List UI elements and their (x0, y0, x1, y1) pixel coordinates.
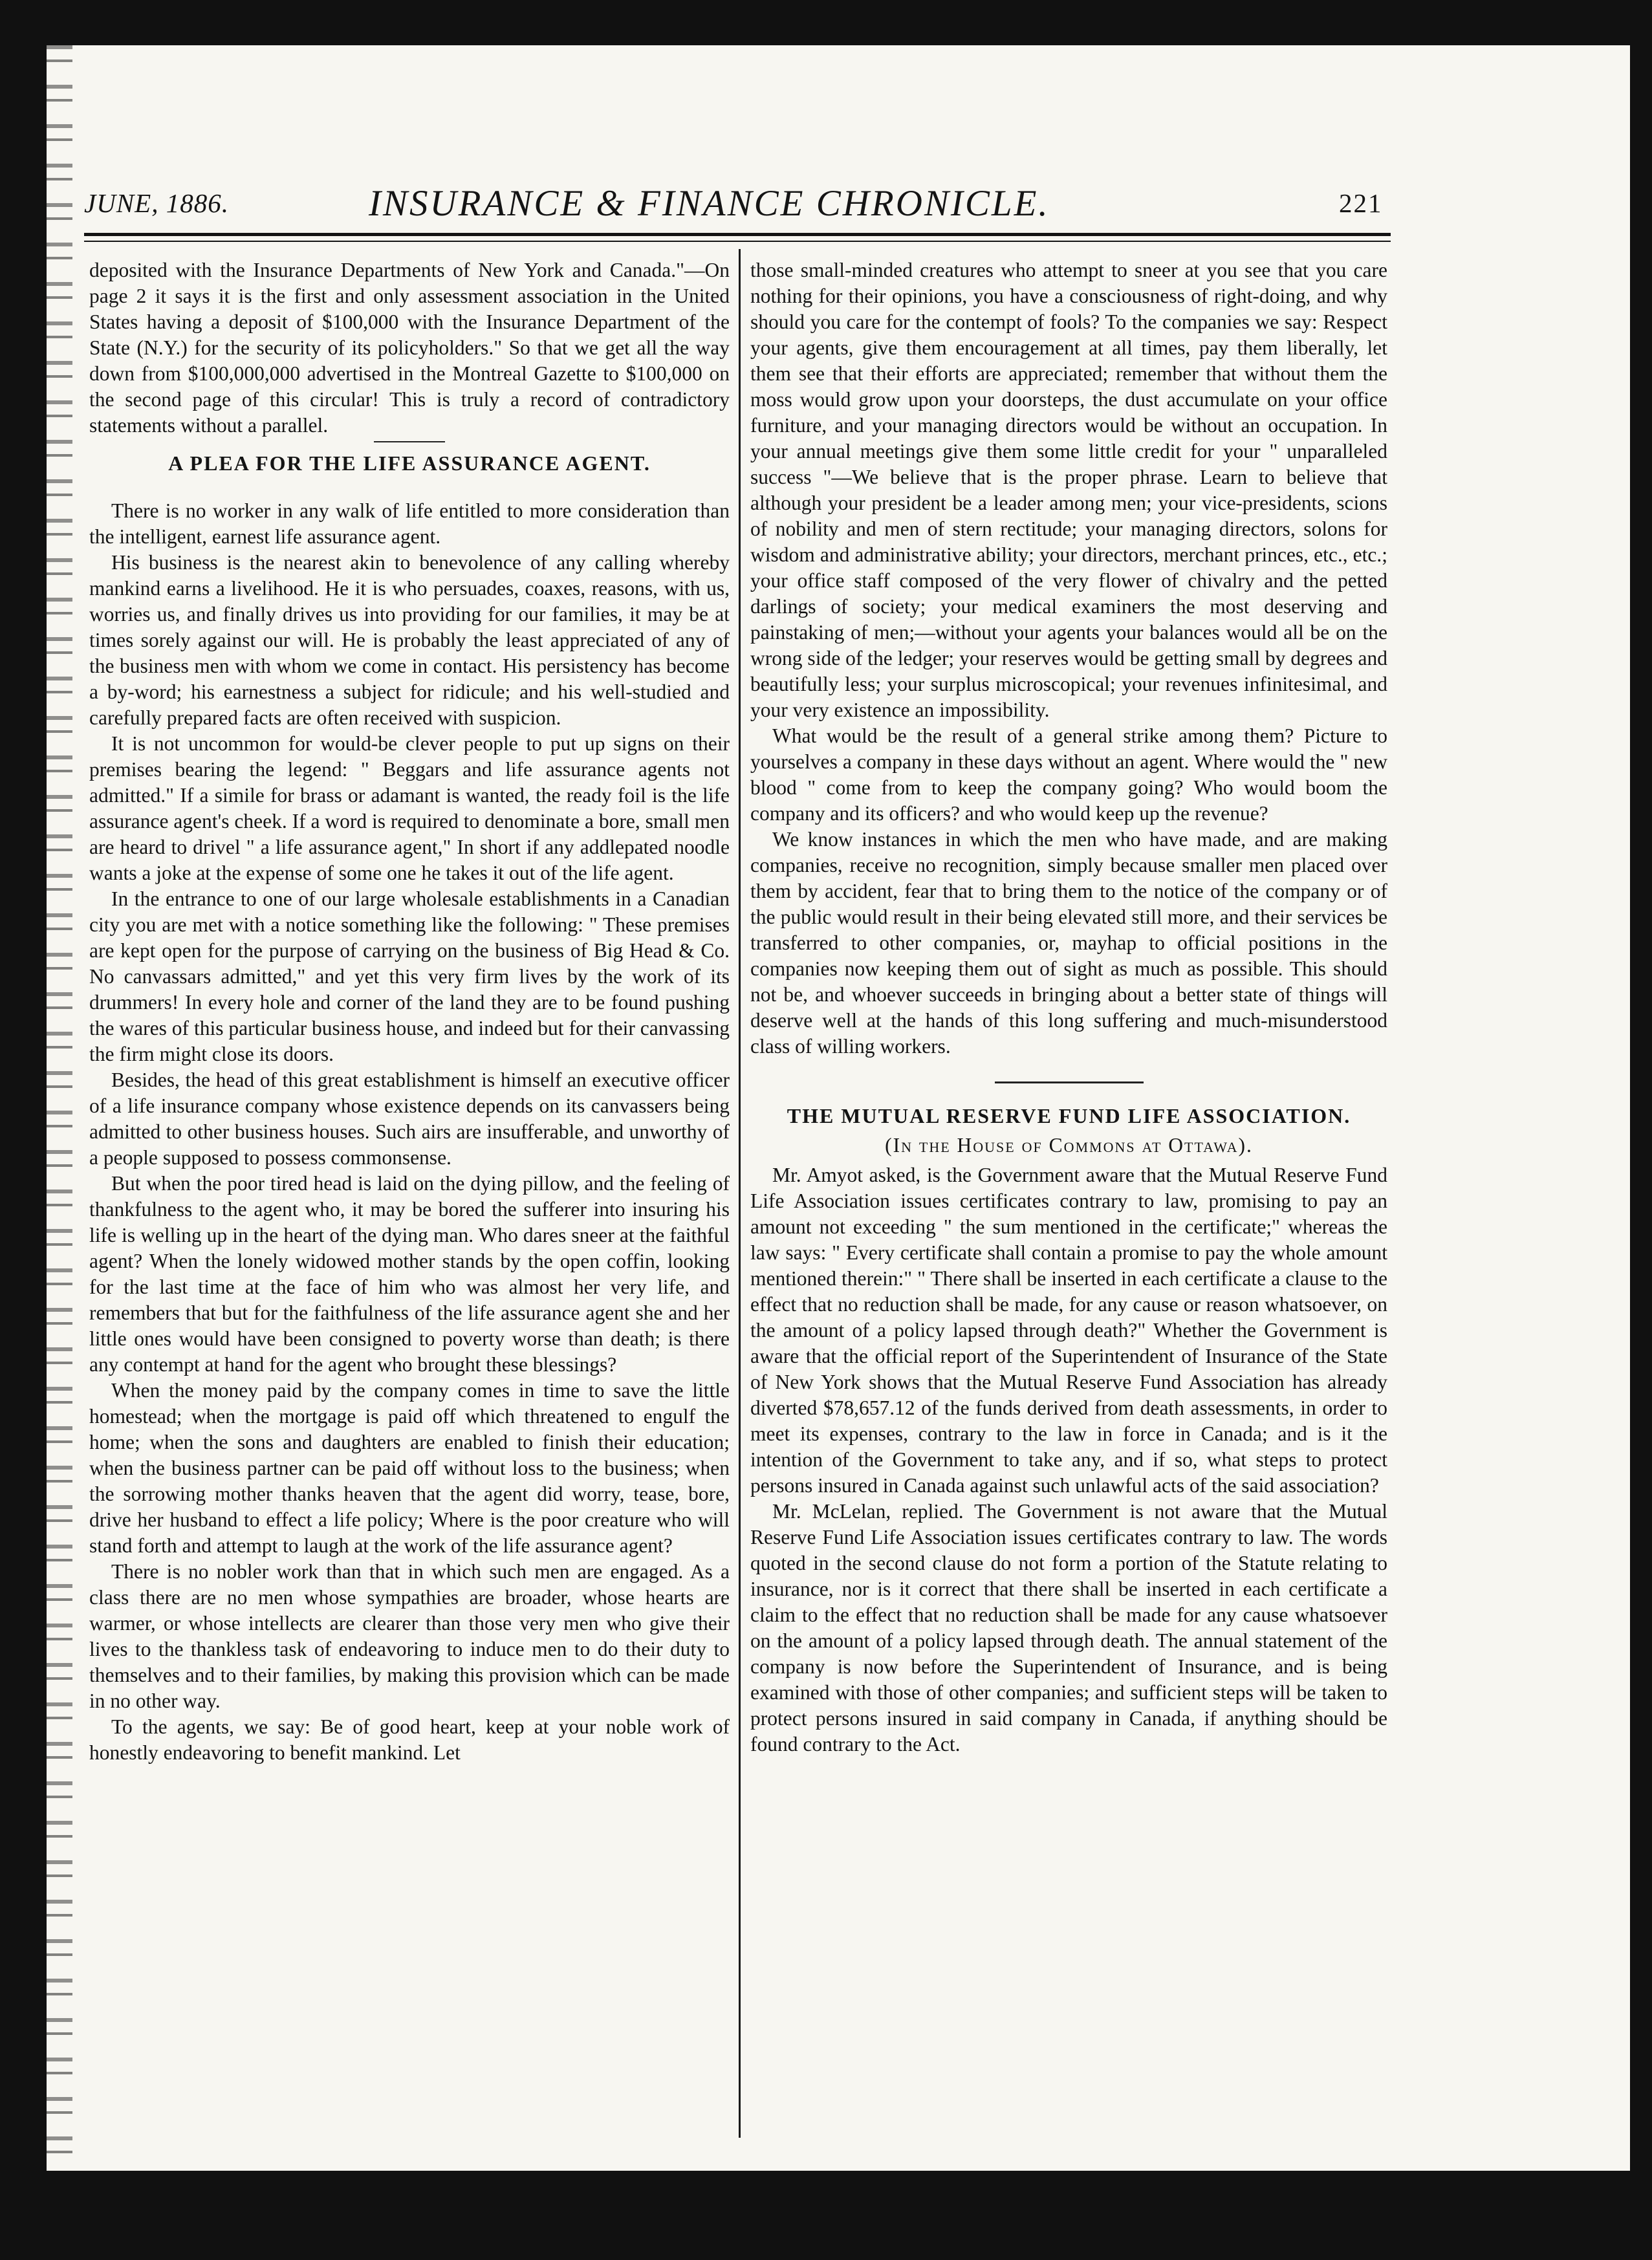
article-paragraph: Mr. McLelan, replied. The Government is not aware that the Mutual Reserve Fund Life Association issues certificates contrary to law. The words quoted in the second clause do not form a portion of the Statute relating to insurance, nor is it correct that there shall be inserted in each certificate a claim to the effect that no reduction shall be made for any cause whatsoever on the amount of a policy lapsed through death. The annual statement of the company is now before the Superintendent of Insurance, and is being examined with those of other companies; and sufficient steps will be taken to protect persons insured in said company in Canada, if anything should be found contrary to the Act. (750, 1500, 1387, 1755)
article-paragraph: Besides, the head of this great establishment is himself an executive officer of a life insurance company whose existence depends on its canvassers being admitted to other business houses. Such airs are insufferable, and unworthy of a people supposed to possess commonsense. (89, 1069, 730, 1169)
header-rule-thin (84, 241, 1391, 242)
scan-border-left (0, 45, 47, 2171)
article-heading: THE MUTUAL RESERVE FUND LIFE ASSOCIATION. (787, 1104, 1351, 1127)
continued-paragraph: those small-minded creatures who attempt to sneer at you see that you care nothing for their opinions, you have a consciousness of right-doing, and why should you care for the contempt of fools? To the companies we say: Respect your agents, give them encouragement at all times, pay them liberally, let them see that their efforts are appreciated; remember that without them the moss would grow upon your doorsteps, the dust accumulate on your office furniture, and your managing directors would be without an occupation. In your annual meetings give them some little credit for your " unparalleled success "—We believe that is the proper phrase. Learn to believe that although your president be a leader among men; your vice-presidents, scions of nobility and men of stern rectitude; your managing directors, solons for wisdom and administrative ability; your directors, merchant princes, etc., etc.; your office staff composed of the very flower of chivalry and the petted darlings of society; your medical examiners the most deserving and painstaking of men;—without your agents your balances would all be on the wrong side of the ledger; your reserves would be getting small by degrees and beautifully less; your surplus microscopical; your revenues infinitesimal, and your very existence an impossibility. (750, 259, 1387, 721)
page-number: 221 (1339, 188, 1383, 218)
article-paragraph: There is no nobler work than that in which such men are engaged. As a class there are no men whose sympathies are broader, whose hearts are warmer, or whose intellects are clearer than those very men who give their lives to the thankless task of endeavoring to induce men to do their duty to themselves and to their families, by making this provision which can be made in no other way. (89, 1560, 730, 1712)
article-paragraph: There is no worker in any walk of life entitled to more consideration than the intelligent, earnest life assurance agent. (89, 499, 730, 548)
header-rule (84, 233, 1391, 236)
publication-title: INSURANCE & FINANCE CHRONICLE. (369, 183, 1050, 224)
column-divider (739, 249, 741, 2138)
article-paragraph: When the money paid by the company comes in time to save the little homestead; when the mortgage is paid off which threatened to engulf the home; when the sons and daughters are enabled to finish their education; when the business partner can be paid off without loss to the business; when the sorrowing mother thanks heaven that the agent did worry, tease, bore, drive her husband to effect a life policy; Where is the poor creature who will stand forth and attempt to laugh at the work of the life assurance agent? (89, 1379, 730, 1557)
section-divider (374, 441, 445, 442)
article-paragraph: To the agents, we say: Be of good heart, keep at your noble work of honestly endeavoring to benefit mankind. Let (89, 1715, 730, 1764)
scan-border-top (0, 0, 1652, 45)
scan-border-right (1630, 45, 1652, 2171)
article-paragraph: But when the poor tired head is laid on the dying pillow, and the feeling of thankfulness to the agent who, it may be bored the sufferer into insuring his life is welling up in the heart of the dying man. Who dares sneer at the faithful agent? When the lonely widowed mother stands by the open coffin, looking for the last time at the face of him who was almost her very life, and remembers that but for the faithfulness of the life assurance agent she and her little ones would have been consigned to poverty worse than death; is there any contempt at hand for the agent who brought these blessings? (89, 1172, 730, 1376)
article-paragraph: Mr. Amyot asked, is the Government aware that the Mutual Reserve Fund Life Association issues certificates contrary to law, promising to pay an amount not exceeding " the sum mentioned in the certificate;" whereas the law says: " Every certificate shall contain a promise to pay the whole amount mentioned therein:" " There shall be inserted in each certificate a clause to the effect that no reduction shall be made, for any cause or reason whatsoever, on the amount of a policy lapsed through death?" Whether the Government is aware that the official report of the Superintendent of Insurance of the State of New York shows that the Mutual Reserve Fund Association has already diverted $78,657.12 of the funds derived from death assessments, in order to meet its expenses, contrary to the law in force in Canada; and is it the intention of the Government to take any, and if so, what steps to protect persons insured in Canada against such unlawful acts of the said association? (750, 1164, 1387, 1497)
scan-edge-shadow (47, 45, 72, 2171)
article-paragraph: In the entrance to one of our large wholesale establishments in a Canadian city you are met with a notice something like the following: " These premises are kept open for the purpose of carrying on the business of Big Head & Co. No canvassars admitted," and yet this very firm lives by the work of its drummers! In every hole and corner of the land they are to be found pushing the wares of this particular business house, and indeed but for their canvassing the firm might close its doors. (89, 887, 730, 1065)
scan-border-bottom (0, 2171, 1652, 2260)
section-divider (995, 1081, 1144, 1083)
article-heading: A PLEA FOR THE LIFE ASSURANCE AGENT. (168, 451, 651, 475)
issue-date: JUNE, 1886. (84, 188, 229, 218)
left-column (89, 257, 730, 1766)
article-paragraph: We know instances in which the men who have made, and are making companies, receive no recognition, simply because smaller men placed over them by accident, fear that to bring them to the notice of the company or of the public would result in their being elevated still more, and their services be transferred to other companies, or, mayhap to official positions in the companies now keeping them out of sight as much as possible. This should not be, and whoever succeeds in bringing about a better state of things will deserve well at the hands of this long suffering and much-misunderstood class of willing workers. (750, 828, 1387, 1058)
article-subheading: (In the House of Commons at Ottawa). (885, 1134, 1253, 1157)
article-paragraph: His business is the nearest akin to benevolence of any calling whereby mankind earns a livelihood. He it is who persuades, coaxes, reasons, with us, worries us, and finally drives us into providing for our families, it may be at times sorely against our will. He is probably the least appreciated of any of the business men with whom we come in contact. His persistency has become a by-word; his earnestness a subject for ridicule; and his well-studied and carefully prepared facts are often received with suspicion. (89, 551, 730, 729)
continued-paragraph: deposited with the Insurance Departments of New York and Canada."—On page 2 it says it is the first and only assessment association in the United States having a deposit of $100,000 with the Insurance Department of the State (N.Y.) for the security of its policyholders." So that we get all the way down from $100,000,000 advertised in the Montreal Gazette to $100,000 on the second page of this circular! This is truly a record of contradictory statements without a parallel. (89, 259, 730, 437)
running-header (84, 182, 1384, 228)
article-paragraph: It is not uncommon for would-be clever people to put up signs on their premises bearing the legend: " Beggars and life assurance agents not admitted." If a simile for brass or adamant is wanted, the ready foil is the life assurance agent's cheek. If a word is required to denominate a bore, small men are heard to drivel " a life assurance agent," In short if any addlepated noodle wants a joke at the expense of some one he takes it out of the life agent. (89, 732, 730, 884)
right-column (750, 257, 1387, 1757)
article-paragraph: What would be the result of a general strike among them? Picture to yourselves a company in these days without an agent. Where would the " new blood " come from to keep the company going? Who would boom the company and its officers? and who would keep up the revenue? (750, 724, 1387, 825)
